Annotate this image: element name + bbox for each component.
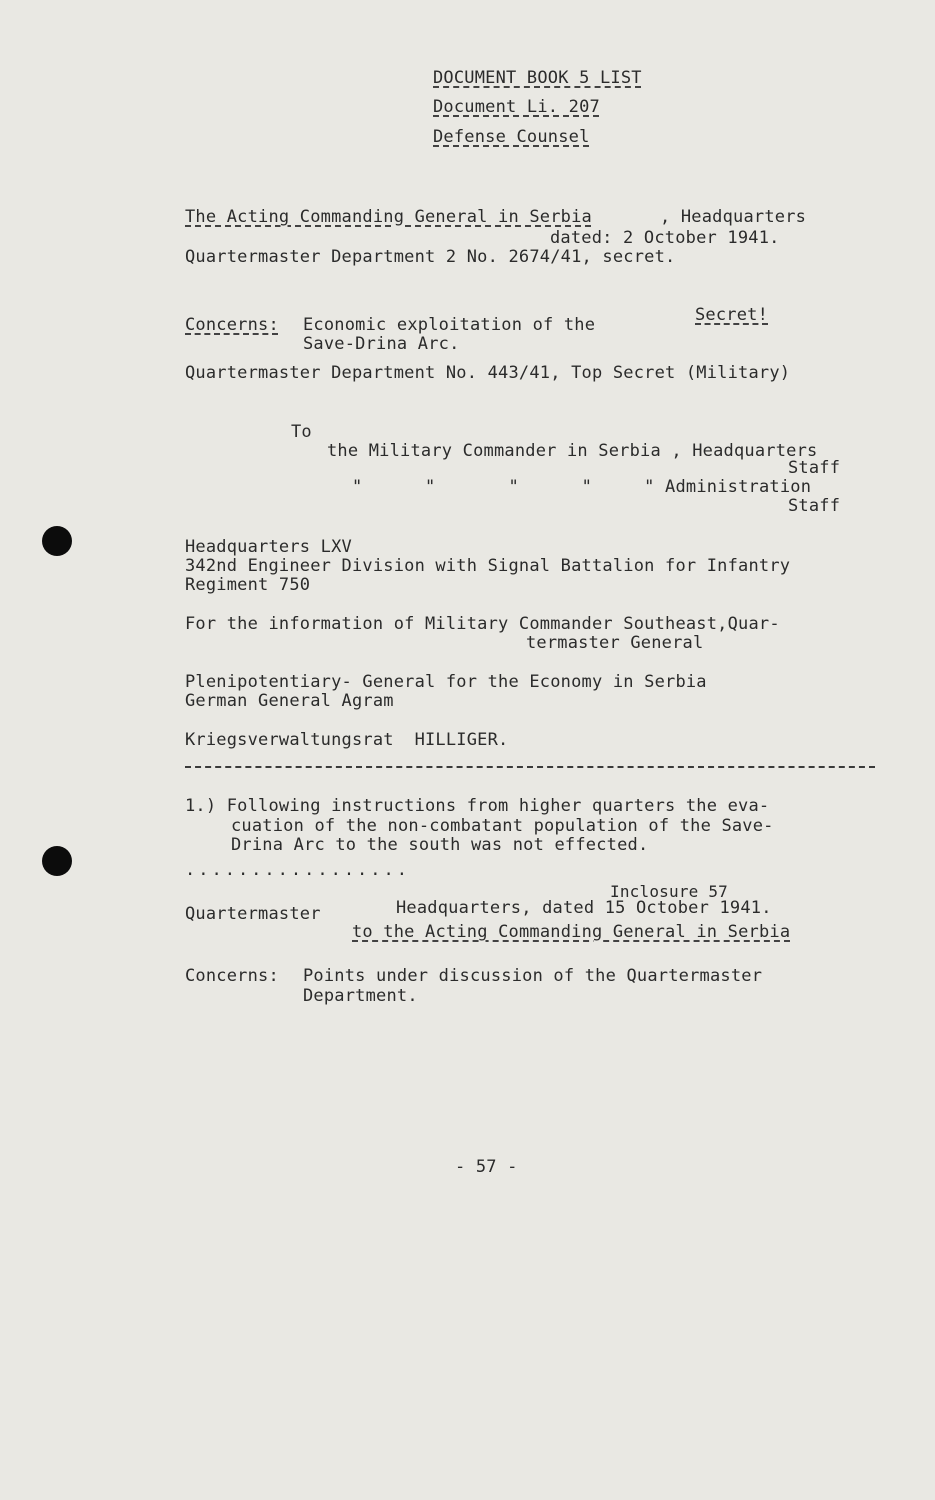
addressee-to: To — [291, 422, 312, 442]
sender-headquarters: , Headquarters — [660, 207, 807, 227]
letter-reference: Quartermaster Department 2 No. 2674/41, secret. — [185, 247, 676, 267]
addressee-line-1: the Military Commander in Serbia , Headquarters — [327, 441, 818, 461]
header-document-number: Document Li. 207 — [433, 97, 600, 117]
addressee-line-3: " " " " " Administration — [352, 477, 812, 497]
kriegsverwaltungsrat-line: Kriegsverwaltungsrat HILLIGER. — [185, 730, 509, 750]
item-1-line-2: cuation of the non-combatant population of the Save- — [231, 816, 774, 836]
reply-recipient: to the Acting Commanding General in Serbia — [352, 922, 791, 942]
addressee-line-2: Staff — [788, 458, 841, 478]
header-document-book: DOCUMENT BOOK 5 LIST — [433, 68, 642, 88]
concerns-text-2: Save-Drina Arc. — [303, 334, 460, 354]
plenipotentiary-line-1: Plenipotentiary- General for the Economy in Serbia — [185, 672, 707, 692]
punch-hole-bottom — [42, 846, 72, 876]
qm-reference: Quartermaster Department No. 443/41, Top Secret (Military) — [185, 363, 791, 383]
concerns-2-text-2: Department. — [303, 986, 418, 1006]
dotted-separator: ................. — [185, 860, 410, 880]
unit-line-1: Headquarters LXV — [185, 537, 352, 557]
item-1-line-3: Drina Arc to the south was not effected. — [231, 835, 649, 855]
concerns-label: Concerns: — [185, 315, 279, 335]
sender-title: The Acting Commanding General in Serbia — [185, 207, 592, 227]
punch-hole-top — [42, 526, 72, 556]
concerns-2-label: Concerns: — [185, 966, 279, 986]
information-line-2: termaster General — [526, 633, 704, 653]
page-number: - 57 - — [455, 1157, 518, 1177]
unit-line-3: Regiment 750 — [185, 575, 311, 595]
header-defense-counsel: Defense Counsel — [433, 127, 590, 147]
addressee-line-4: Staff — [788, 496, 841, 516]
secret-mark: Secret! — [695, 305, 769, 325]
unit-line-2: 342nd Engineer Division with Signal Battalion for Infantry — [185, 556, 791, 576]
inclosure-mark: Inclosure 57 — [610, 882, 728, 901]
dashed-divider — [185, 766, 875, 768]
reply-date: Headquarters, dated 15 October 1941. — [396, 898, 772, 918]
concerns-text-1: Economic exploitation of the — [303, 315, 596, 335]
plenipotentiary-line-2: German General Agram — [185, 691, 394, 711]
item-1-line-1: 1.) Following instructions from higher quarters the eva- — [185, 796, 770, 816]
reply-sender: Quartermaster — [185, 904, 321, 924]
information-line-1: For the information of Military Commander Southeast,Quar- — [185, 614, 780, 634]
letter-date: dated: 2 October 1941. — [550, 228, 780, 248]
concerns-2-text-1: Points under discussion of the Quartermaster — [303, 966, 763, 986]
